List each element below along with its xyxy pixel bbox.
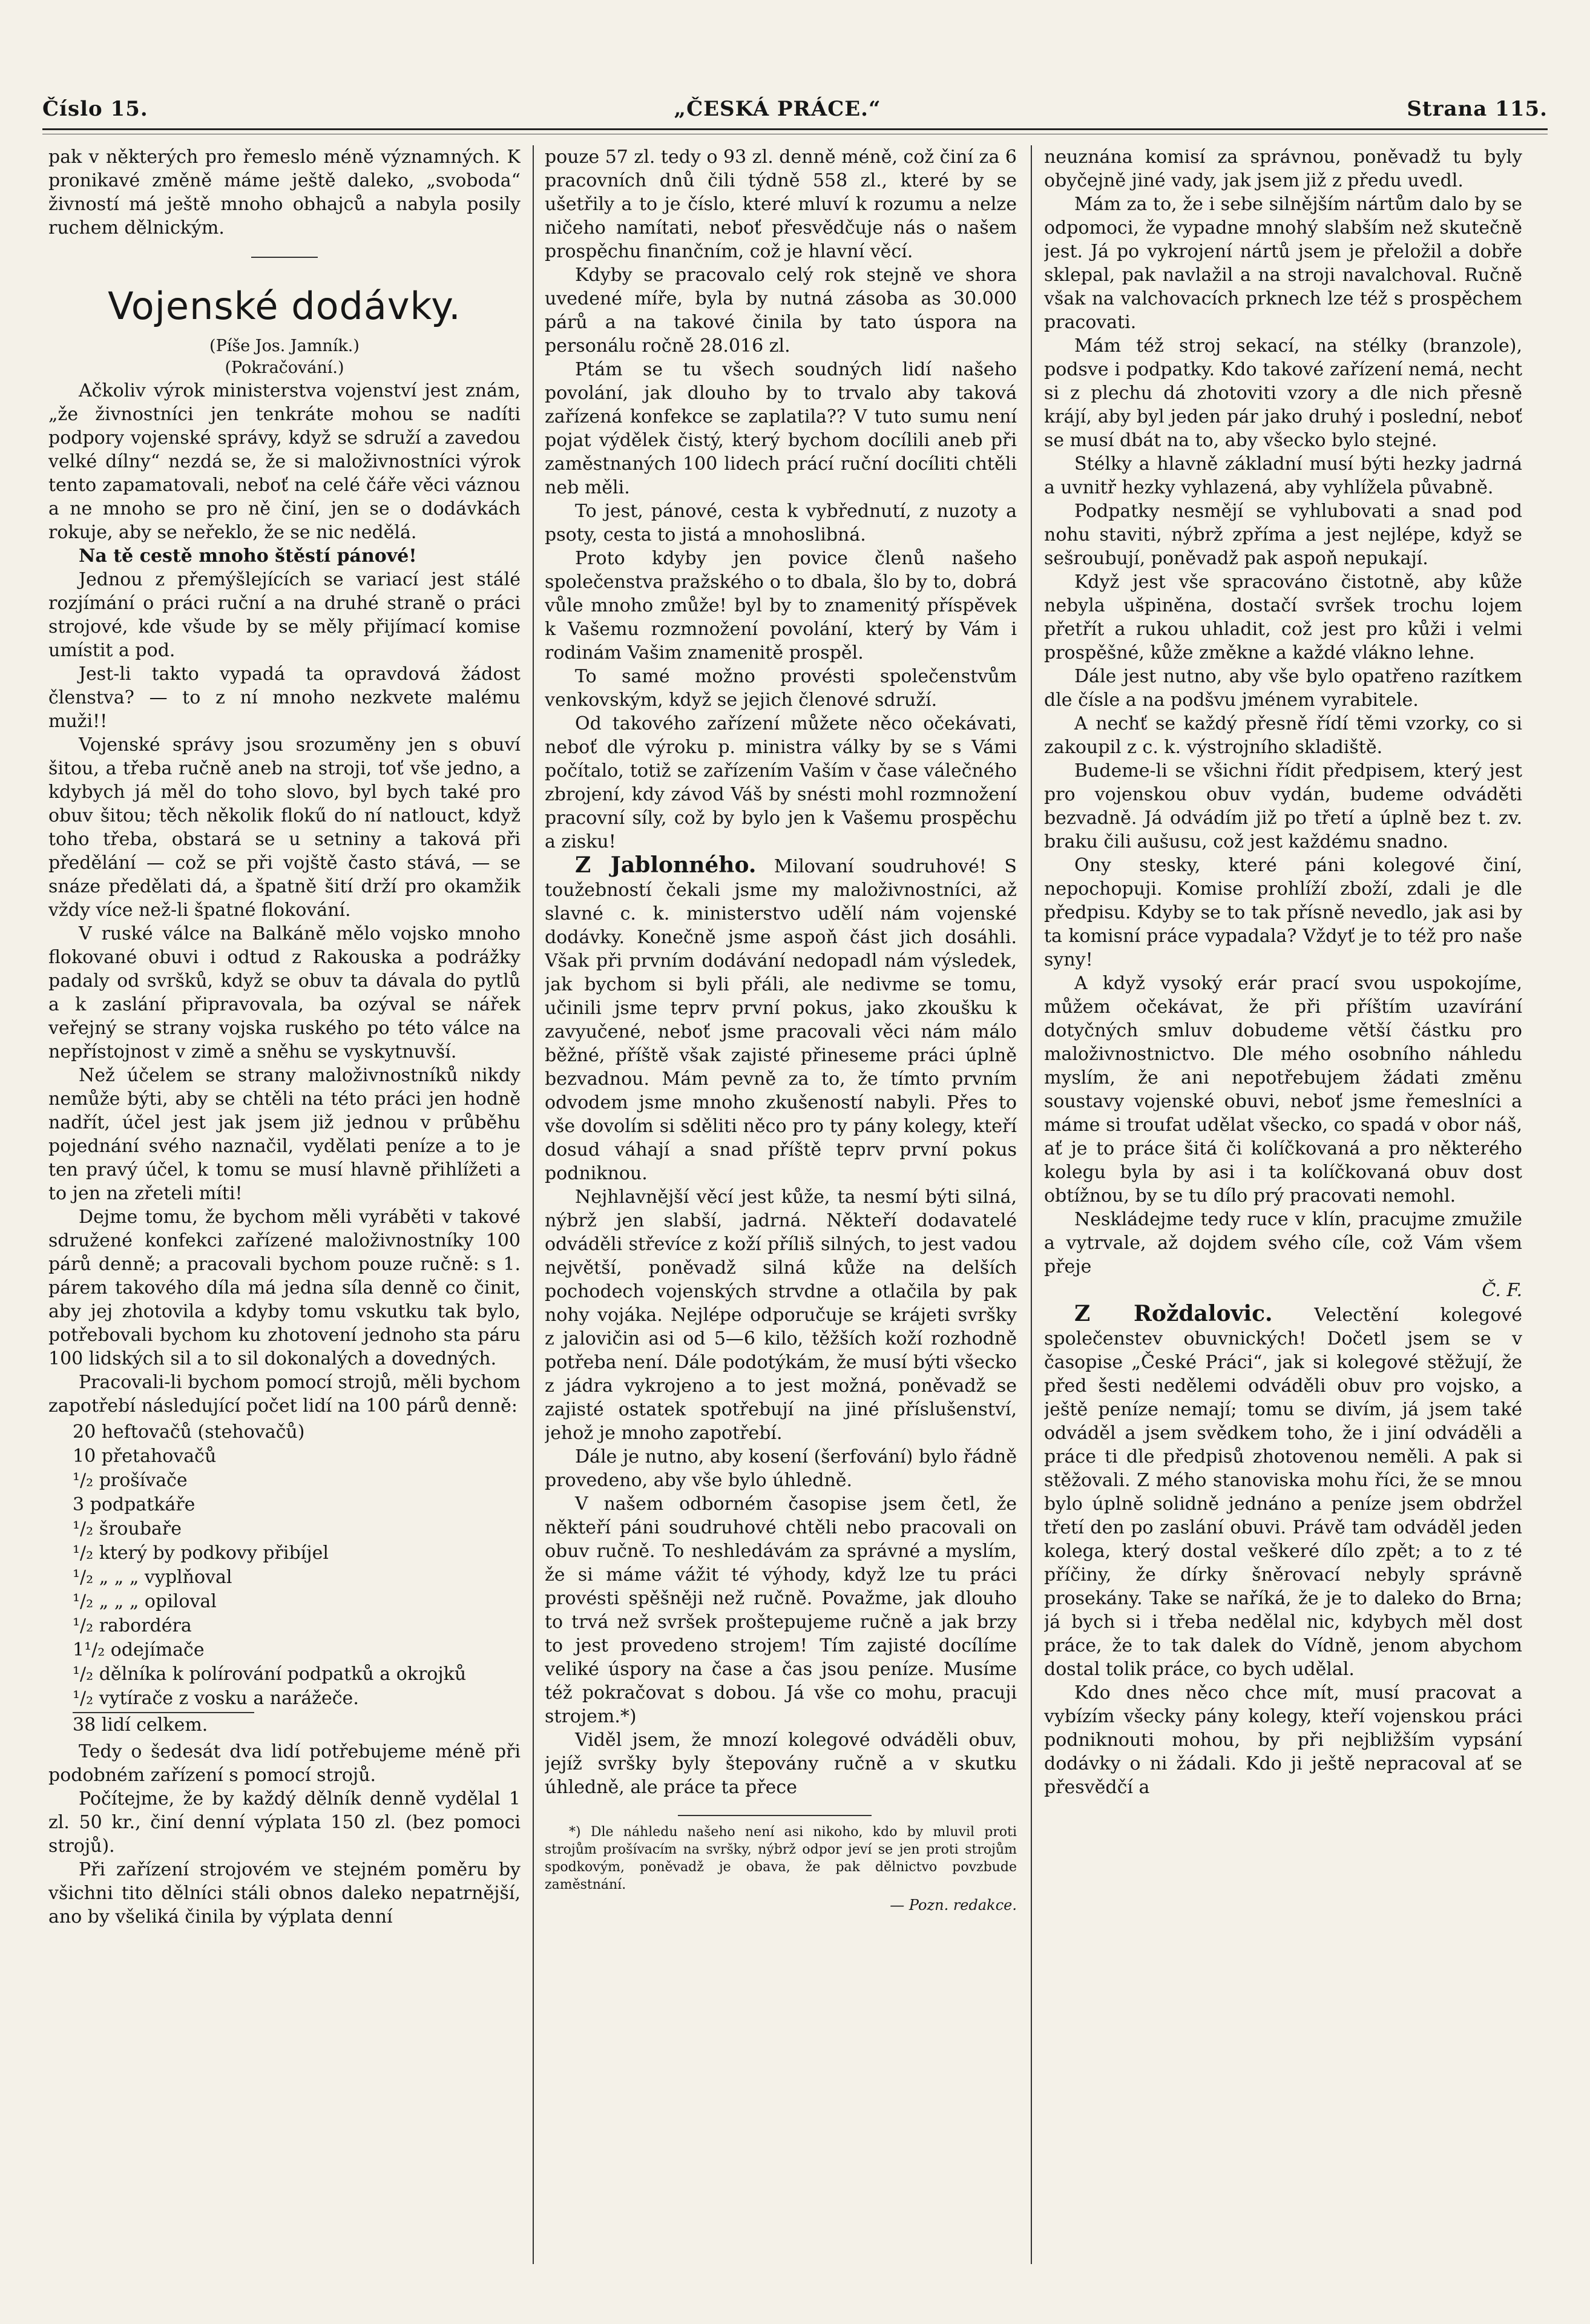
paragraph: Podpatky nesmějí se vyhlubovati a snad pod nohu staviti, nýbrž zpříma a jest nejlépe, když se sešroubují, poněvadž pak aspoň nepukají. — [1044, 501, 1522, 569]
paragraph: Viděl jsem, že mnozí kolegové odváděli obuv, jejíž svršky byly štepovány ručně a v skutku úhledně, ale práce ta přece — [545, 1730, 1017, 1798]
paragraph: Když jest vše spracováno čistotně, aby kůže nebyla ušpiněna, dostačí svršek trochu lojem přetřít a rukou uhladit, což jest pro kůži i velmi prospěšné, kůže změkne a každé vlákno lehne. — [1044, 571, 1522, 663]
list-total: 38 lidí celkem. — [73, 1714, 208, 1736]
paragraph: Budeme-li se všichni řídit předpisem, který jest pro vojenskou obuv vydán, budeme odváděti bezvadně. Já odvádím již po třetí a úplně bez t. zv. braku čili aušusu, což jest každému snadno. — [1044, 760, 1522, 852]
paragraph: Ony stesky, které páni kolegové činí, nepochopuji. Komise prohlíží zboží, zdali je dle předpisu. Kdyby se to tak přísně nevedlo, jak asi by ta komisní práce vypadala? Vždyť je to též pro naše syny! — [1044, 855, 1522, 970]
column-divider — [1031, 145, 1032, 2264]
paragraph-text: Milovaní soudruhové! S toužebností čekali jsme my maloživnostníci, až slavné c. k. ministerstvo udělí nám vojenské dodávky. Konečně jsme aspoň část jich dosáhli. Však při prvním dodávání nedopadl nám výsledek, jak bychom si byli přáli, ale nedivme se tomu, učinili jsme teprv první pokus, jako zkoušku k zavyučené, neboť jsme pracovali věci nám málo běžné, příště však zajisté přineseme práci úplně bezvadnou. Mám pevně za to, že tímto prvním odvodem jsme mnoho zkušeností nabyli. Přes to vše dovolím si sděliti něco pro ty pány kolegy, kteří dosud váhají a snad příště teprv první pokus podniknou. — [545, 856, 1017, 1184]
paragraph: Proto kdyby jen povice členů našeho společenstva pražského o to dbala, šlo by to, dobrá vůle mnoho zmůže! byl by to znamenitý příspěvek k Vašemu rozmnožení povolání, který by Vám i rodinám Vašim znamenitě prospěl. — [545, 548, 1017, 663]
paragraph: Dále jest nutno, aby vše bylo opatřeno razítkem dle čísle a na podšvu jménem vyrabitele. — [1044, 666, 1522, 711]
paragraph: Tedy o šedesát dva lidí potřebujeme méně při podobném zařízení s pomocí strojů. — [48, 1741, 521, 1786]
paragraph: Jest-li takto vypadá ta opravdová žádost členstva? — to z ní mnoho nezkvete malému muži!! — [48, 663, 521, 732]
paragraph: Nejhlavnější věcí jest kůže, ta nesmí býti silná, nýbrž jen slabší, jadrná. Někteří dodavatelé odváděli střevíce z koží příliš silných, to jest vadou největší, poněvadž silná kůže na delších pochodech vojenských strvdne a otlačila by pak nohy vojáka. Nejlépe odporučuje se krájeti svršky z jalovičin asi od 5—6 kilo, těžších koží rozhodně potřeba není. Dále podotýkám, že musí býti všecko z jádra vykrojeno a to jest možná, poněvadž se zajisté ostatek spotřebují na jiné příslušenství, jehož je mnoho zapotřebí. — [545, 1187, 1017, 1444]
paragraph: Dejme tomu, že bychom měli vyráběti v takové sdružené konfekci zařízené maloživnostníky 100 párů denně; a pracovali bychom pouze ručně: s 1. párem takového díla má jedna síla denně co činit, aby jej zhotovila a kdyby tomu vskutku tak bylo, potřebovali bychom ku zhotovení jednoho sta páru 100 lidských sil a to sil dokonalých a dovedných. — [48, 1206, 521, 1369]
paragraph: Na tě cestě mnoho štěstí pánové! — [79, 545, 417, 567]
paragraph: Při zařízení strojovém ve stejném poměru by všichni tito dělníci stáli obnos daleko nepatrnější, ano by všeliká činila by výplata denní — [48, 1859, 521, 1927]
paragraph: Neskládejme tedy ruce v klín, pracujme zmužile a vytrvale, až dojdem svého cíle, což Vám všem přeje — [1044, 1209, 1522, 1277]
paragraph: Stélky a hlavně základní musí býti hezky jadrná a uvnitř hezky vyhlazená, aby vyhlížela půvabně. — [1044, 453, 1522, 498]
list-item: ¹/₂ prošívače — [73, 1470, 188, 1491]
list-item: ¹/₂ „ „ „ vyplňoval — [73, 1567, 232, 1588]
paragraph: Mám též stroj sekací, na stélky (branzole), podsve i podpatky. Kdo takové zařízení nemá, necht si z plechu dá zhotoviti vzory a dle nich přesně krájí, aby byl jeden pár jako druhý i poslední, neboť se musí dbát na to, aby všecko bylo stejné. — [1044, 335, 1522, 451]
column-divider — [533, 145, 534, 2264]
paragraph: A nechť se každý přesně řídí těmi vzorky, co si zakoupil z c. k. výstrojního skladiště. — [1044, 713, 1522, 758]
header-rule — [42, 128, 1548, 134]
paragraph: pak v některých pro řemeslo méně významných. K pronikavé změně máme ještě daleko, „svoboda“ živností má ještě mnoho obhajců a nabyla posily ruchem dělnickým. — [48, 146, 521, 239]
paragraph: Mám za to, že i sebe silnějším nártům dalo by se odpomoci, že vypadne mnohý slabším než skutečně jest. Já po vykrojení nártů jsem je přeložil a dobře sklepal, pak navlažil a na stroji navalchoval. Ručně však na valchovacích prknech lze též s prospěchem pracovati. — [1044, 194, 1522, 333]
column-1 — [48, 145, 521, 2264]
paragraph: neuznána komisí za správnou, poněvadž tu byly obyčejně jiné vady, jak jsem již z předu uvedl. — [1044, 146, 1522, 191]
report-paragraph — [545, 854, 1017, 1185]
masthead-title: „ČESKÁ PRÁCE.“ — [674, 97, 881, 121]
continued-note: (Pokračování.) — [225, 358, 344, 377]
list-item: ¹/₂ dělníka k polírování podpatků a okrojků — [73, 1664, 467, 1685]
paragraph: Ačkoliv výrok ministerstva vojenství jest znám, „že živnostníci jen tenkráte mohou se nadíti podpory vojenské správy, když se sdruží a zavedou velké dílny“ nezdá se, že si maloživnostníci výrok tento zapamatovali, neboť na celé čáře věci váznou a ne mnoho se pro ně činí, jen se o dodávkách rokuje, aby se neřeklo, že se nic nedělá. — [48, 380, 521, 543]
footnote: *) Dle náhledu našeho není asi nikoho, kdo by mluvil proti strojům prošívacím na svršky, nýbrž odpor jeví se jen proti strojům spodkovým, poněvadž je obava, že pak dělnictvo povzbude zaměstnání. — [545, 1825, 1017, 1892]
page-header — [42, 91, 1548, 127]
footnote-rule — [678, 1815, 872, 1816]
section-heading: Z Roždalovic. — [1074, 1301, 1273, 1326]
paragraph: A když vysoký erár prací svou uspokojíme, můžem očekávat, že při příštím uzavírání dotyčných smluv dobudeme větší částku pro maloživnostnictvo. Dle mého osobního náhledu myslím, že ani nepotřebujem žádati změnu soustavy vojenské obuvi, neboť jsme řemeslníci a máme si troufat udělat všecko, co spadá v obor náš, ať je to práce šitá či kolíčkovaná a pro některého kolegu byla by asi i ta kolíčkovaná obuv dost obtížnou, by se tu dílo prý pracovati nemohl. — [1044, 973, 1522, 1206]
paragraph: Než účelem se strany maloživnostníků nikdy nemůže býti, aby se chtěli na této práci jen hodně nadřít, účel jest jak jsem již jednou v průběhu pojednání svého naznačil, vydělati peníze a to je ten pravý účel, k tomu se musí hlavně přihlížeti a to jen na zřeteli míti! — [48, 1065, 521, 1204]
list-item: 20 heftovačů (stehovačů) — [73, 1421, 305, 1443]
list-item: ¹/₂ který by podkovy přibíjel — [73, 1542, 329, 1564]
worker-list — [73, 1420, 521, 1737]
paragraph: Počítejme, že by každý dělník denně vydělal 1 zl. 50 kr., činí denní výplata 150 zl. (bez pomoci strojů). — [48, 1788, 521, 1857]
list-item: ¹/₂ „ „ „ opiloval — [73, 1591, 217, 1612]
list-item: 10 přetahovačů — [73, 1446, 217, 1467]
paragraph: V ruské válce na Balkáně mělo vojsko mnoho flokované obuvi i odtud z Rakouska a podrážky padaly od svršků, když se obuv ta dávala do pytlů a k zaslání připravovala, ba ozýval se nářek veřejný se strany vojska ruského po této válce na nepřístojnost v zimě a sněhu se vyskytnuvší. — [48, 923, 521, 1062]
paragraph-text: Velectění kolegové společenstev obuvnických! Dočetl jsem se v časopise „České Práci“, jak si kolegové stěžují, že před šesti nedělemi odváděli obuv pro vojsko, a ještě peníze nemají; tomu se divím, já jsem také odváděl a jsem svědkem toho, že i jiní odváděli a práce ti dle předpisů zhotovenou neměli. A pak si stěžovali. Z mého stanoviska mohu říci, že se mnou bylo úplně solidně jednáno a peníze jsem obdržel třetí den po zaslání obuvi. Právě tam odváděl jeden kolega, který dostal veškeré dílo zpět; a to z té příčiny, že dírky šněrovací nebyly správně prosekány. Take se naříká, že je to daleko do Brna; já bych si i třeba nedělal nic, kdybych měl dost práce, že to tak dalek do Vídně, jenom abychom dostal tolik práce, co bych udělal. — [1044, 1305, 1522, 1680]
page-number: Strana 115. — [1407, 97, 1548, 121]
article-title: Vojenské dodávky. — [108, 284, 461, 328]
list-item: ¹/₂ šroubaře — [73, 1518, 182, 1539]
byline: (Píše Jos. Jamník.) — [209, 337, 360, 355]
paragraph: Kdyby se pracovalo celý rok stejně ve shora uvedené míře, byla by nutná zásoba as 30.000 párů a na takové činila by tato úspora na personálu ročně 28.016 zl. — [545, 265, 1017, 357]
footnote-signature: — Pozn. redakce. — [890, 1897, 1017, 1914]
column-3 — [1044, 145, 1522, 2264]
paragraph: Pracovali-li bychom pomocí strojů, měli bychom zapotřebí následující počet lidí na 100 párů denně: — [48, 1372, 521, 1417]
paragraph: Ptám se tu všech soudných lidí našeho povolání, jak dlouho by to trvalo aby taková zařízená konfekce se zaplatila?? V tuto sumu není pojat výdělek čistý, který bychom docílili aneb při zaměstnaných 100 lidech prácí ruční docíliti chtěli neb měli. — [545, 359, 1017, 498]
list-item: 1¹/₂ odejímače — [73, 1639, 205, 1661]
letter-signature: Č. F. — [1482, 1280, 1522, 1301]
paragraph: To samé možno provésti společenstvům venkovským, když se jejich členové sdruží. — [545, 666, 1017, 711]
paragraph: To jest, pánové, cesta k vybřednutí, z nuzoty a psoty, cesta to jistá a mnohoslibná. — [545, 501, 1017, 545]
paragraph: V našem odborném časopise jsem četl, že někteří páni soudruhové chtěli nebo pracovali on obuv ručně. To neshledávám za správné a myslím, že si máme vážit té výhody, když lze tu práci provésti spěšněji než ručně. Považme, jak dlouho to trvá než svršek proštepujeme ručně a jak brzy to jest provedeno strojem! Tím zajisté docílíme veliké úspory na čase a čas jsou peníze. Musíme též pokračovat s dobou. Já vše co mohu, pracuji strojem.*) — [545, 1493, 1017, 1727]
paragraph: Od takového zařízení můžete něco očekávati, neboť dle výroku p. ministra války by se s Vámi počítalo, totiž se zařízením Vaším v čase válečného zbrojení, kdy závod Váš by snésti mohl rozmnožení pracovní síly, což by bylo jen k Vašemu prospěchu a zisku! — [545, 713, 1017, 852]
report-paragraph — [1044, 1302, 1522, 1681]
separator — [251, 257, 318, 258]
issue-number: Číslo 15. — [42, 97, 148, 121]
list-item: ¹/₂ rabordéra — [73, 1615, 192, 1636]
paragraph: Vojenské správy jsou srozuměny jen s obuví šitou, a třeba ručně aneb na stroji, toť vše jedno, a kdybych já měl do toho slovo, byl bych také pro obuv šitou; těch několik flokű do ní natlouct, když toho třeba, obstará se u setniny a taková při předělání — což se při vojště často stává, — se snáze předělati dá, a špatně šití drží pro okamžik vždy více než-li špatné flokování. — [48, 734, 521, 921]
paragraph: Jednou z přemýšlejících se variací jest stálé rozjímání o práci ruční a na druhé straně o práci strojové, kde všude by se měly přijímací komise umístit a pod. — [48, 569, 521, 661]
paragraph: Kdo dnes něco chce mít, musí pracovat a vybízím všecky pány kolegy, kteří vojenskou práci podniknouti mohou, by při nejbližším vypsání dodávky o ni žádali. Kdo ji ještě nepracoval ať se přesvědčí a — [1044, 1682, 1522, 1798]
list-item: ¹/₂ vytírače z vosku a narážeče. — [73, 1688, 359, 1709]
section-heading: Z Jablonného. — [575, 852, 757, 878]
column-2 — [545, 145, 1017, 2264]
paragraph: Dále je nutno, aby kosení (šerfování) bylo řádně provedeno, aby vše bylo úhledně. — [545, 1446, 1017, 1491]
paragraph: pouze 57 zl. tedy o 93 zl. denně méně, což činí za 6 pracovních dnů čili týdně 558 zl., které by se ušetřily a to je číslo, které mluví k rozumu a nelze ničeho namítati, neboť přesvědčuje nás o našem prospěchu finančním, což je hlavní věcí. — [545, 146, 1017, 262]
list-item: 3 podpatkáře — [73, 1494, 195, 1515]
